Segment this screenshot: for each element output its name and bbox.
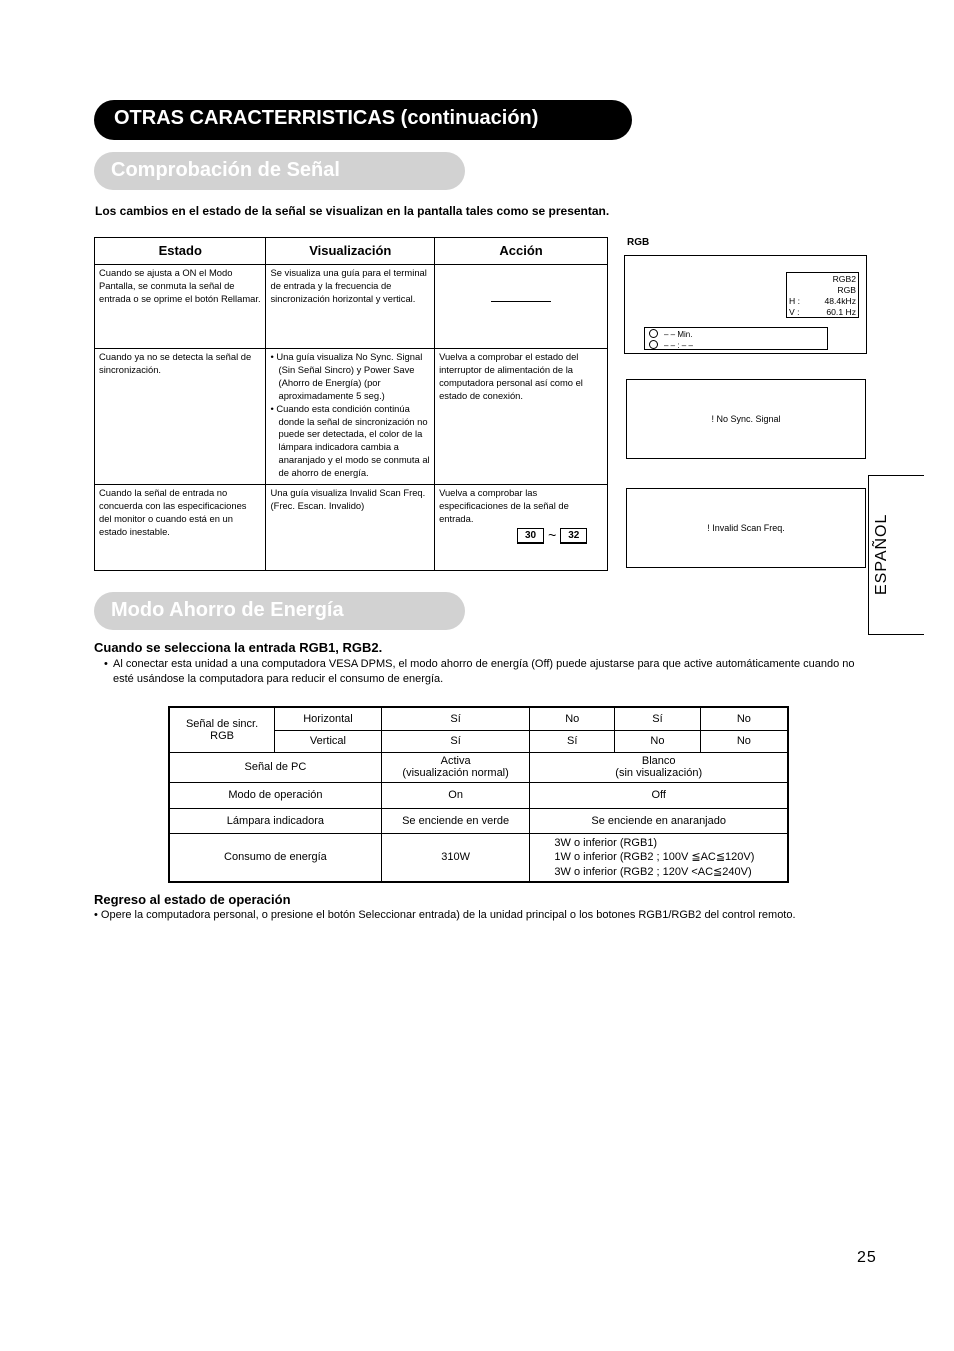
- table-cell: Cuando se ajusta a ON el Modo Pantalla, se conmuta la señal de entrada o se oprime el botón Rellamar.: [95, 265, 266, 349]
- main-title: OTRAS CARACTERRISTICAS (continuación): [114, 107, 539, 129]
- table-cell: [530, 752, 788, 782]
- col-header-estado: Estado: [95, 238, 266, 265]
- table-cell: [530, 833, 788, 882]
- col-header-accion: Acción: [435, 238, 608, 265]
- table-cell: Horizontal: [275, 707, 382, 730]
- clock-icon: [649, 340, 658, 349]
- section-title-signal: Comprobación de Señal: [111, 159, 340, 181]
- input-line-2: RGB: [837, 285, 856, 295]
- table-row: [95, 485, 608, 571]
- table-row: [169, 782, 788, 808]
- table-cell: No: [700, 730, 788, 752]
- power-off-line-1: 3W o inferior (RGB1): [554, 836, 658, 849]
- table-cell: Cuando la señal de entrada no concuerda con las especificaciones del monitor o cuando está en un estado inestable.: [95, 485, 266, 571]
- return-title: Regreso al estado de operación: [94, 892, 291, 907]
- page-ref-from: 30: [517, 528, 544, 544]
- table-cell: Lámpara indicadora: [169, 808, 381, 833]
- table-cell: Consumo de energía: [169, 833, 381, 882]
- table-row: [169, 752, 788, 782]
- timer-row-2: [649, 340, 823, 351]
- table-cell: [266, 349, 435, 485]
- table-cell: No: [530, 707, 615, 730]
- table-cell: [435, 265, 608, 349]
- table-cell: Se enciende en verde: [381, 808, 530, 833]
- page-number: 25: [857, 1249, 877, 1266]
- table-cell: Vuelva a comprobar el estado del interruptor de alimentación de la computadora personal así como el estado de conexión.: [435, 349, 608, 485]
- power-off-line-2: 1W o inferior (RGB2 ; 100V ≦AC≦120V): [554, 851, 755, 863]
- input-info-box: [786, 272, 859, 318]
- power-saving-table: [168, 706, 789, 883]
- h-freq-label: H :: [789, 296, 800, 306]
- input-line-1: RGB2: [832, 274, 856, 284]
- table-cell: [381, 752, 530, 782]
- list-item: • Una guía visualiza No Sync. Signal (Sin Señal Sincro) y Power Save (Ahorro de Energía) (por aproximadamente 5 seg.): [270, 351, 423, 401]
- v-freq-row: [789, 307, 856, 318]
- page-reference: [517, 528, 603, 544]
- table-cell: On: [381, 782, 530, 808]
- intro-text: Los cambios en el estado de la señal se visualizan en la pantalla tales como se presentan.: [95, 204, 610, 218]
- power-bullet-text: Al conectar esta unidad a una computadora VESA DPMS, el modo ahorro de energía (Off) puede ajustarse para que active automáticamente cuando no esté usándose la computadora para reducir el consumo de energía.: [113, 658, 855, 685]
- table-cell: Sí: [381, 730, 530, 752]
- blank-line: [491, 301, 551, 302]
- table-cell: Sí: [530, 730, 615, 752]
- timer-row-1: [649, 329, 823, 340]
- table-row: [169, 808, 788, 833]
- pc-active-sub: (visualización normal): [402, 767, 509, 779]
- section-banner-signal: [94, 152, 465, 190]
- table-cell: No: [700, 707, 788, 730]
- table-row: [169, 707, 788, 730]
- col-header-visualizacion: Visualización: [266, 238, 435, 265]
- timer-box: [644, 327, 828, 350]
- table-cell: Se enciende en anaranjado: [530, 808, 788, 833]
- table-cell: Vertical: [275, 730, 382, 752]
- table-cell: Cuando ya no se detecta la señal de sincronización.: [95, 349, 266, 485]
- timer-value-2: – – : – –: [664, 341, 693, 350]
- main-title-banner: [94, 100, 632, 140]
- table-row: [169, 833, 788, 882]
- table-cell: Off: [530, 782, 788, 808]
- table-cell: Señal de PC: [169, 752, 381, 782]
- table-cell: Una guía visualiza Invalid Scan Freq. (Frec. Escan. Invalido): [266, 485, 435, 571]
- timer-value-1: – – Min.: [664, 330, 693, 339]
- bullet-marker: •: [104, 658, 108, 670]
- language-label: ESPAÑOL: [873, 513, 890, 595]
- language-side-tab: [868, 475, 924, 635]
- sleep-timer-icon: [649, 329, 658, 338]
- pc-blank: Blanco: [641, 755, 676, 767]
- table-cell: Se visualiza una guía para el terminal de entrada y la frecuencia de sincronización horizontal y vertical.: [266, 265, 435, 349]
- screens-label: RGB: [627, 237, 650, 248]
- power-subtitle: Cuando se selecciona la entrada RGB1, RGB2.: [94, 640, 383, 655]
- h-freq-row: [789, 296, 856, 307]
- table-header-row: [95, 238, 608, 265]
- screen-guide-display: [624, 255, 867, 354]
- pc-active: Activa: [440, 755, 471, 767]
- screen-invalid-scan: [626, 488, 866, 568]
- h-freq-value: 48.4kHz: [824, 296, 856, 306]
- pc-blank-sub: (sin visualización): [615, 767, 703, 779]
- table-cell: Modo de operación: [169, 782, 381, 808]
- accion-text: Vuelva a comprobar las especificaciones de la señal de entrada.: [439, 487, 569, 524]
- power-off-line-3: 3W o inferior (RGB2 ; 120V <AC≦240V): [554, 865, 752, 878]
- v-freq-value: 60.1 Hz: [826, 307, 856, 317]
- list-item: • Cuando esta condición continúa donde la señal de sincronización no puede ser detectada, el color de la lámpara indicadora cambia a anaranjado y el modo se conmuta al de ahorro de energía.: [270, 402, 430, 479]
- table-row: [95, 349, 608, 485]
- table-cell: 310W: [381, 833, 530, 882]
- section-title-power: Modo Ahorro de Energía: [111, 599, 344, 621]
- signal-check-table: [94, 237, 608, 571]
- no-sync-message: ! No Sync. Signal: [711, 414, 781, 424]
- table-row: [95, 265, 608, 349]
- table-cell: No: [615, 730, 701, 752]
- table-cell: Señal de sincr. RGB: [169, 707, 275, 752]
- page-ref-sep: ~: [548, 527, 557, 544]
- table-cell: Sí: [381, 707, 530, 730]
- return-text: • Opere la computadora personal, o presione el botón Seleccionar entrada) de la unidad principal o los botones RGB1/RGB2 del control remoto.: [94, 909, 796, 921]
- section-banner-power: [94, 592, 465, 630]
- table-cell: [435, 485, 608, 571]
- table-cell: Sí: [615, 707, 701, 730]
- v-freq-label: V :: [789, 307, 800, 317]
- page-ref-to: 32: [560, 528, 587, 544]
- invalid-scan-message: ! Invalid Scan Freq.: [707, 523, 785, 533]
- screen-no-sync: [626, 379, 866, 459]
